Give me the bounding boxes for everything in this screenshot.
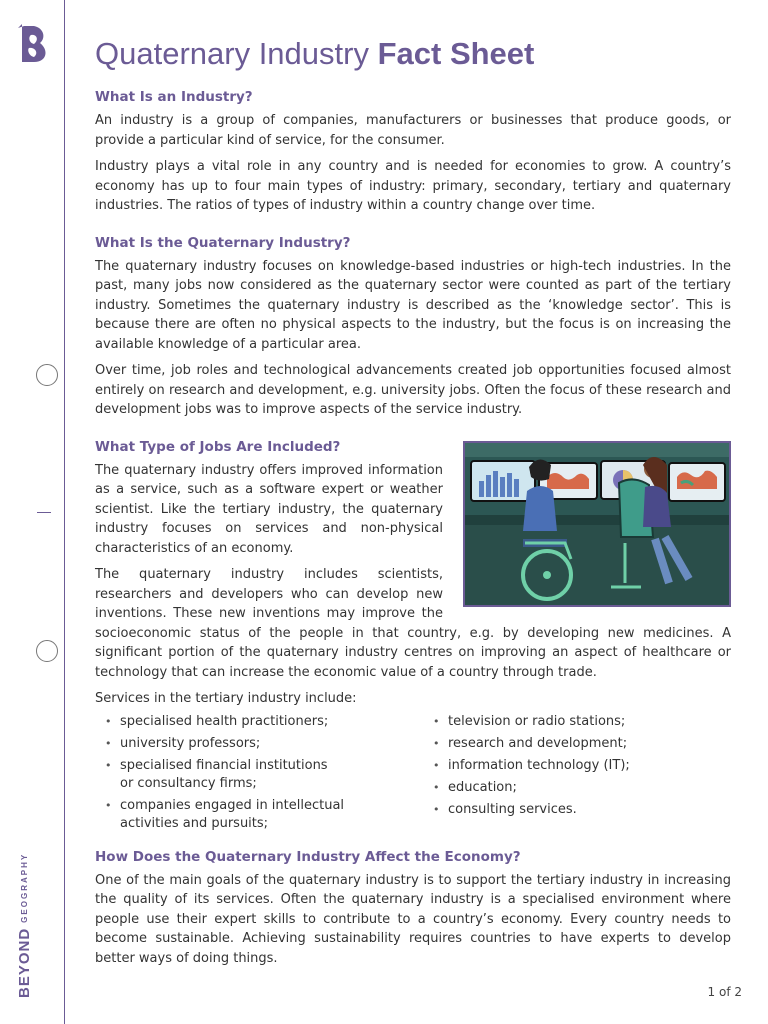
title-light: Quaternary Industry [95,36,369,71]
brand-vertical [14,853,33,998]
services-list-left [95,713,431,837]
heading-what-is-quaternary: What Is the Quaternary Industry? [95,234,351,251]
list-item: • university professors; [103,735,431,753]
list-item: • companies engaged in intellectual activities and pursuits; [103,797,360,833]
heading-jobs-included: What Type of Jobs Are Included? [95,438,341,455]
paragraph: The quaternary industry includes scientists, researchers and developers who can develop new inventions. These new inventions may improve the socioeconomic status of the people in that country, e.g. by developing new medicines. A significant portion of the quaternary industry centres on improving an aspect of healthcare or technology that can increase the economic value of a country through trade. [95,567,731,680]
page-title [95,34,731,74]
list-item: • television or radio stations; [431,713,731,731]
brand-word-geography: GEOGRAPHY [20,852,29,923]
paragraph: The quaternary industry offers improved information as a service, such as a software expert or weather scientist. Like the tertiary industry, the quaternary industry focuses on services and non-physical characteristics of an economy. [95,462,443,556]
paragraph: The quaternary industry focuses on knowledge-based industries or high-tech industries. In the past, many jobs now considered as the quaternary sector were counted as part of the tertiary industry. Sometimes the quaternary industry is described as the ‘knowledge sector’. This is because there are often no physical aspects to the industry, but the focus is on increasing the available knowledge of a particular area. [95,258,731,352]
margin-rule [64,0,65,1024]
list-item: • specialised health practitioners; [103,713,431,731]
list-item: • consulting services. [431,801,731,819]
list-item: • research and development; [431,735,731,753]
illustration-graphic [465,443,729,605]
binder-hole-bottom [36,640,58,662]
paragraph: An industry is a group of companies, manufacturers or businesses that produce goods, or provide a particular kind of service, for the consumer. [95,113,731,148]
services-lists [95,713,731,837]
paragraph: One of the main goals of the quaternary industry is to support the tertiary industry in increasing the quality of its services. Often the quaternary industry is a specialised environment where people use their expert skills to contribute to a country’s economy. Every country needs to become sustainable. Achieving sustainability requires countries to have experts to develop better ways of doing things. [95,872,731,966]
brand-word-beyond: BEYOND [16,927,33,998]
services-list-right [431,713,731,837]
heading-what-is-industry: What Is an Industry? [95,89,253,105]
binder-hole-top [36,364,58,386]
researchers-illustration [463,441,731,607]
beyond-logo-icon [14,22,52,66]
paragraph: Industry plays a vital role in any country and is needed for economies to grow. A country’s economy has up to four main types of industry: primary, secondary, tertiary and quaternary industries. The ratios of types of industry within a country change over time. [95,159,731,213]
main-content [95,34,731,975]
paragraph: Over time, job roles and technological advancements created job opportunities focused almost entirely on research and development, e.g. university jobs. Often the focus of these research and development jobs was to improve aspects of the service industry. [95,363,731,417]
list-item: • information technology (IT); [431,757,731,775]
list-item: • specialised financial institutions or consultancy firms; [103,757,340,793]
fold-mark [37,512,51,513]
list-item: • education; [431,779,731,797]
page-number: 1 of 2 [707,985,742,999]
heading-economy: How Does the Quaternary Industry Affect the Economy? [95,848,521,865]
title-bold: Fact Sheet [377,36,535,71]
services-intro: Services in the tertiary industry include: [95,691,357,706]
